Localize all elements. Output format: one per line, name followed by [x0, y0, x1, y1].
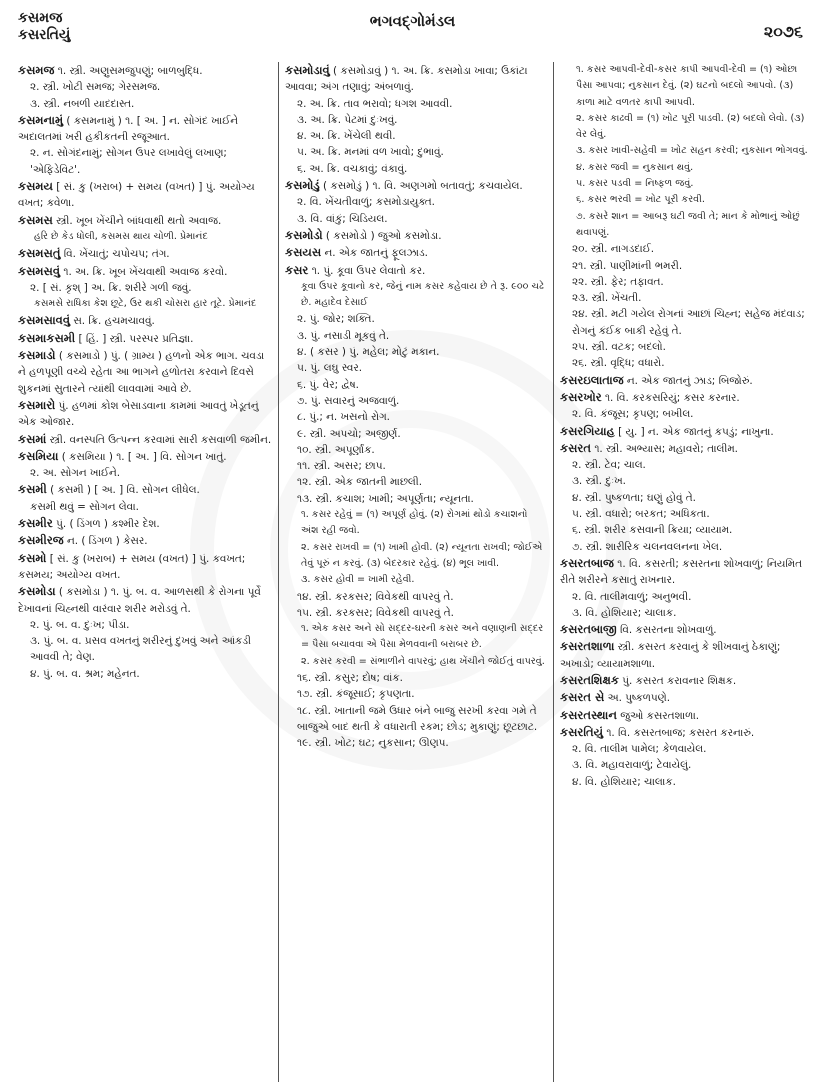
entry-text: ૫. કસર પડવી = નિષ્ફળ જવું. [576, 178, 694, 190]
entry-text: ૫. અ. ક્રિ. મનમાં વળ ખાવો; દુભાવું. [297, 146, 444, 159]
entry-text: ૬. પું. વેર; દ્વેષ. [297, 378, 359, 391]
entry-text: ૮. પું.; ન. ખસનો રોગ. [297, 411, 390, 424]
entry-text: ૪. કસર જવી = નુકસાન થવું. [576, 161, 694, 173]
entry-text: ૭. સ્ત્રી. શારીરિક ચલનવલનના ખેલ. [572, 540, 723, 553]
entry-sense [18, 229, 272, 245]
entry-sense [560, 290, 815, 306]
entry-sense [285, 474, 547, 490]
entry-sense [560, 457, 815, 473]
entry-text: ૬. અ. ક્રિ. વચકાવું; વંકાવું. [297, 162, 408, 175]
headword: કસમી [18, 482, 47, 497]
entry-sense [560, 506, 815, 522]
entry-text: ૪. પું. બ. વ. શ્રમ; મહેનત. [30, 667, 140, 680]
entry-text: ૯. સ્ત્રી. અપચો; અજીર્ણ. [297, 427, 401, 440]
headword: કસરખોર [560, 389, 602, 404]
entry-text: ( કસમોડું ) ૧. વિ. અણગમો બતાવતું; કચવાયેલ. [319, 180, 523, 193]
dictionary-entry [560, 724, 815, 741]
dictionary-entry [560, 440, 815, 457]
headword: કસમાકસમી [18, 330, 76, 345]
headword: કસમસવું [18, 263, 61, 278]
entry-sense [18, 465, 272, 481]
entry-text: ૨. કસર રાખવી = (૧) ખામી હોવી. (૨) ન્યૂનતા રાખવી; જોઈએ તેવું પૂરું ન કરવું. (૩) બેદરકાર રહેવું. (૪) ભૂલ ખાવી. [301, 541, 543, 569]
entry-sense [18, 145, 272, 178]
entry-sense [285, 96, 547, 112]
entry-sense [560, 176, 815, 192]
headword: કસમસ [18, 212, 53, 227]
headword: કસરતશિક્ષક [560, 672, 619, 687]
entry-text: ૭. કસરે શાન = આબરૂ ઘટી જવી તે; માન કે મોભાનું ઓછું થવાપણું. [576, 210, 800, 238]
entry-text: ૪. સ્ત્રી. પુષ્કળતા; ઘણું હોવું તે. [572, 491, 696, 504]
entry-sense [285, 161, 547, 177]
dictionary-entry [18, 515, 272, 532]
entry-text: ૧૮. સ્ત્રી. ખાતાની જમે ઉધાર બંને બાજુ સરખી કરવા ગમે તે બાજુએ બાદ થતી કે વધારાતી રકમ; છોડ; મુકાણું; છૂટછાટ. [297, 704, 538, 733]
entry-text: ૧૪. સ્ત્રી. કરકસર; વિવેકથી વાપરવું તે. [297, 590, 454, 603]
entry-text: ૨૪. સ્ત્રી. મટી ગયેલ રોગનાં આછાં ચિહ્ન; સહેજ મંદવાડ; રોગનું કંઈક બાકી રહેવું તે. [572, 308, 805, 337]
headword: કસરઇલાતાજ [560, 372, 624, 387]
entry-text: સ્ત્રી. ખૂબ ખેંચીને બાંધવાથી થતો અવાજ. [52, 214, 222, 227]
entry-text: ૪. અ. ક્રિ. ખેંચેલી થવી. [297, 130, 396, 143]
entry-text: ૧. અ. ક્રિ. ખૂબ ખેંચવાથી અવાજ કરવો. [60, 265, 228, 278]
dictionary-entry [560, 423, 815, 440]
headword: કસયસ [285, 245, 322, 260]
entry-sense [560, 757, 815, 773]
dictionary-entry [560, 621, 815, 638]
entry-sense [285, 279, 547, 312]
entry-text: ૧. વિ. કસરતી; કસરતના શોખવાળું; નિયમિત રીતે શરીરને કસાતું રાખનાર. [560, 557, 803, 587]
entry-sense [560, 522, 815, 538]
dictionary-entry [18, 263, 272, 280]
entry-text: ૨૫. સ્ત્રી. વટક; બદલો. [572, 341, 666, 354]
entry-sense [560, 62, 815, 111]
entry-sense [285, 344, 547, 360]
entry-sense [18, 79, 272, 95]
entry-text: ૨. સ્ત્રી. ખોટી સમજ; ગેરસમજ. [30, 81, 161, 94]
entry-text: ૩. કસર હોવી = ખામી રહેવી. [301, 574, 415, 586]
headword: કસર [285, 262, 309, 277]
entry-text: ન. એક જાતનું ફૂલઝાડ. [321, 247, 428, 260]
entry-text: ૩. અ. ક્રિ. પેટમાં દુઃખવું. [297, 113, 398, 126]
entry-text: ૨૬. સ્ત્રી. વૃદ્ધિ; વધારો. [572, 357, 665, 370]
entry-text: ૧૯. સ્ત્રી. ખોટ; ઘટ; નુકસાન; ઊણપ. [297, 737, 449, 750]
entry-text: ૪. વિ. હોશિયાર; ચાલાક. [572, 775, 676, 788]
dictionary-entry [285, 62, 547, 96]
entry-text: ન. એક જાતનું ઝાડ; બિજોરું. [623, 374, 753, 387]
entry-text: સ્ત્રી. કસરત કરવાનું કે શીખવાનું ઠેકાણું; અખાડો; વ્યાયામશાળા. [560, 641, 781, 670]
dictionary-entry [18, 431, 272, 448]
entry-text: સ્ત્રી. વનસ્પતિ ઉત્પન્ન કરવામાં સારી કસવાળી જમીન. [46, 433, 272, 446]
dictionary-entry [285, 244, 547, 261]
entry-sense [560, 209, 815, 242]
guide-word-bottom: કસરતિયું [18, 27, 71, 43]
entry-sense [285, 654, 547, 670]
entry-text: ૨૧. સ્ત્રી. પાણીમાંની ભમરી. [572, 259, 683, 272]
entry-text: વિ. કસરતના શોખવાળું. [616, 624, 717, 637]
entry-sense [560, 339, 815, 355]
entry-sense [18, 296, 272, 312]
entry-sense [560, 241, 815, 257]
entry-sense [18, 499, 272, 515]
dictionary-entry [285, 262, 547, 279]
headword: કસમજ [18, 63, 55, 77]
entry-sense [285, 572, 547, 588]
dictionary-entry [285, 227, 547, 244]
entry-sense [560, 539, 815, 555]
headword: કસરગિયાહ [560, 423, 615, 438]
entry-sense [285, 442, 547, 458]
column-divider-2 [553, 62, 554, 1082]
column-3 [560, 62, 815, 790]
entry-sense [285, 393, 547, 409]
headword: કસમસાવવું [18, 313, 71, 328]
entry-sense [560, 406, 815, 422]
dictionary-entry [560, 389, 815, 406]
headword: કસરતશાળા [560, 639, 615, 654]
entry-text: ( કસમોડો ) જુઓ કસમોડા. [322, 229, 442, 242]
entry-sense [18, 633, 272, 666]
dictionary-entry [18, 62, 272, 79]
entry-text: ૫. સ્ત્રી. વધારો; બરકત; અધિકતા. [572, 508, 710, 521]
entry-text: ( કસમાડો ) પું. ( ગ્રામ્ય ) હળનો એક ભાગ. ચવડા ને હળપૂણી વચ્ચે રહેતા આ ભાગને હળોતરા કરવાને દિવસે શુકનમાં સુતારને ત્યાંથી લાવવામાં આવે છે. [18, 350, 265, 395]
entry-text: ૨. [ સં. કૃશ્ ] અ. ક્રિ. શરીરે ગળી જવું. [30, 281, 192, 294]
entry-text: ૧. સ્ત્રી. અણુસમજુપણું; બાળબુદ્ધિ. [54, 65, 203, 77]
entry-text: [ યુ. ] ન. એક જાતનું કપડું; નાખુના. [614, 425, 774, 438]
entry-text: સ. ક્રિ. હચમચાવવું. [70, 315, 155, 328]
dictionary-entry [560, 707, 815, 724]
entry-text: ૨. વિ. તાલીમ પામેલ; કેળવાયેલ. [572, 743, 707, 756]
entry-text: [ સં. કુ (ખરાબ) + સમય (વખત) ] પું. અયોગ્ય વખત; કવેળા. [18, 181, 255, 210]
dictionary-entry [560, 555, 815, 589]
entry-sense [560, 774, 815, 790]
entry-text: પું. ( ડિંગળ ) કશ્મીર દેશ. [52, 518, 160, 531]
entry-text: ૧. કસર આપવી-દેવી-કસર કાપી આપવી-દેવી = (૧) ઓછા પૈસા આપવા; નુકસાન દેવું. (૨) ઘટનો બદલો આપવો. (૩) કાળા માટે વળતર કાપી આપવી. [576, 64, 798, 108]
entry-sense [285, 458, 547, 474]
entry-text: કસમસે રાધિકા કેશ છૂટે, ઉર થકી ચોસરા હાર તૂટે. પ્રેમાનંદ [34, 298, 257, 310]
entry-sense [18, 280, 272, 296]
headword: કસમારો [18, 397, 56, 412]
entry-text: ૧૦. સ્ત્રી. અપૂર્ણાંક. [297, 443, 375, 456]
headword: કસરતબાજ [560, 555, 614, 570]
dictionary-entry [285, 177, 547, 194]
dictionary-entry [18, 583, 272, 617]
entry-sense [18, 666, 272, 682]
dictionary-entry [18, 550, 272, 584]
entry-text: ૨. વિ. કંજૂસ; કૃપણ; બખીલ. [572, 408, 694, 421]
entry-text: ૩. સ્ત્રી. દુઃખ. [572, 475, 626, 488]
entry-text: ૧. વિ. કરકસરિયું; કસર કરનાર. [601, 391, 740, 404]
entry-sense [285, 621, 547, 654]
entry-sense [285, 311, 547, 327]
entry-text: ( કસમોડા ) ૧. પું. બ. વ. આળસથી કે રોગના પૂર્વે દેખાવનાં ચિહ્નથી વારંવાર શરીર મરોડવું તે. [18, 586, 261, 615]
entry-text: ૧. એક કસર અને સો સદ્દર-ઘરની કસર અને વણાણની સદ્દર = પૈસા બચાવવા એ પૈસા મેળવવાની બરાબર છે. [301, 623, 544, 651]
entry-sense [560, 589, 815, 605]
entry-text: ૩. પું. બ. વ. પ્રસવ વખતનું શરીરનું દુખવું અને આંકડી આવવી તે; વેણ. [30, 635, 251, 664]
page-title: ભગવદ્ગોમંડલ [369, 12, 456, 30]
entry-sense [560, 355, 815, 371]
entry-text: ૩. વિ. વાંકું; ચિડિયલ. [297, 212, 388, 225]
entry-text: ૨. કસર કાઢવી = (૧) ખોટ પૂરી પાડવી. (૨) બદલો લેવો. (૩) વેર લેવું. [576, 112, 805, 141]
entry-text: ૧૬. સ્ત્રી. કસુર; દોષ; વાંક. [297, 671, 403, 684]
dictionary-entry [18, 532, 272, 549]
column-2 [285, 62, 547, 751]
entry-text: ૫. પું. લઘુ સ્વર. [297, 362, 363, 375]
entry-text: ( કસમોડાવું ) ૧. અ. ક્રિ. કસમોડા ખાવા; ઉકાંટા આવવા; અંગ તણાવું; અંબળાવું. [285, 65, 528, 94]
entry-sense [285, 360, 547, 376]
entry-sense [285, 735, 547, 751]
entry-sense [285, 686, 547, 702]
entry-sense [285, 409, 547, 425]
entry-text: ( કસમી ) [ અ. ] વિ. સોગન લીધેલ. [46, 484, 200, 497]
dictionary-entry [18, 212, 272, 229]
dictionary-entry [18, 178, 272, 212]
dictionary-entry [18, 481, 272, 498]
headword: કસરત [560, 440, 592, 455]
entry-text: ૧. વિ. કસરતબાજ; કસરત કરનારું. [603, 726, 755, 739]
entry-text: વિ. ખેંચાતું; ચપોચપ; તંગ. [60, 248, 170, 261]
entry-sense [560, 741, 815, 757]
dictionary-entry [18, 347, 272, 397]
headword: કસમસતું [18, 246, 61, 261]
entry-text: ૨૦. સ્ત્રી. નાગડદાઈ. [572, 243, 655, 256]
headword: કસમય [18, 179, 53, 194]
dictionary-entry [18, 448, 272, 465]
entry-text: ૧. કસર રહેવું = (૧) અપૂર્ણ હોવું. (૨) રોગમાં થોડો કચાશનો અંશ રહી જવો. [301, 509, 528, 537]
entry-text: ૧૧. સ્ત્રી. અસર; છાપ. [297, 460, 386, 473]
entry-sense [560, 160, 815, 176]
headword: કસમોડો [285, 227, 323, 242]
entry-text: ૪. ( કસર ) પું. મહેલ; મોટું મકાન. [297, 346, 440, 359]
entry-text: જુઓ કસરતશાળા. [616, 709, 700, 722]
headword: કસમોડું [285, 178, 320, 193]
entry-sense [285, 703, 547, 736]
dictionary-entry [18, 112, 272, 146]
entry-text: ૨. અ. ક્રિ. તાવ ભરાવો; ધગશ આવવી. [297, 97, 453, 110]
headword: કસમો [18, 550, 47, 565]
entry-text: ૨. પું. જોર; શક્તિ. [297, 313, 375, 326]
entry-sense [285, 426, 547, 442]
entry-text: ૨. સ્ત્રી. ટેવ; ચાલ. [572, 459, 646, 472]
entry-sense [285, 540, 547, 573]
entry-sense [285, 491, 547, 507]
headword: કસમાડો [18, 348, 56, 363]
entry-sense [560, 192, 815, 208]
entry-text: ૩. પું. નસાડી મૂકવું તે. [297, 329, 390, 342]
entry-text: ૨. વિ. તાલીમવાળું; અનુભવી. [572, 590, 692, 603]
entry-sense [285, 144, 547, 160]
entry-sense [285, 507, 547, 540]
entry-text: ૧. સ્ત્રી. અભ્યાસ; મહાવરો; તાલીમ. [591, 442, 738, 455]
entry-text: ૬. સ્ત્રી. શરીર કસવાની ક્રિયા; વ્યાયામ. [572, 524, 733, 537]
entry-text: ૨૩. સ્ત્રી. ખેંચતી. [572, 292, 642, 305]
headword: કસમાં [18, 431, 47, 446]
dictionary-entry [560, 638, 815, 672]
column-divider-1 [278, 62, 279, 1082]
entry-sense [18, 617, 272, 633]
entry-sense [285, 112, 547, 128]
headword: કસરતિયું [560, 724, 604, 739]
entry-text: ન. ( ડિંગળ ) કેસર. [63, 535, 148, 548]
headword: કસમીર [18, 516, 53, 531]
entry-text: ૧૫. સ્ત્રી. કરકસર; વિવેકથી વાપરવું તે. [297, 606, 454, 619]
entry-text: ૩. સ્ત્રી. નબળી યાદદાસ્ત. [30, 97, 135, 110]
entry-text: ( કસમનામું ) ૧. [ અ. ] ન. સોગંદ ખાઈને અદાલતમાં ખરી હકીકતની રજૂઆત. [18, 114, 238, 144]
entry-text: [ હિં. ] સ્ત્રી. પરસ્પર પ્રતિજ્ઞા. [75, 332, 194, 345]
dictionary-entry [560, 672, 815, 689]
entry-sense [285, 128, 547, 144]
entry-text: હરિ છે કેડ ધોલી, કસમસ થાય ચોળી. પ્રેમાનંદ [34, 230, 208, 242]
entry-text: ૧૭. સ્ત્રી. કંજૂસાઈ; કૃપણતા. [297, 688, 415, 701]
entry-text: કસમી થવું = સોગન લેવા. [30, 500, 139, 513]
entry-text: ૨૨. સ્ત્રી. ફેર; તફાવત. [572, 275, 664, 288]
headword: કસરત સે [560, 690, 605, 705]
entry-sense [18, 96, 272, 112]
entry-text: ૭. પું. સવારનું અજવાળું. [297, 394, 400, 407]
entry-text: ૧. પું. કૂવા ઉપર લેવાતો કર. [308, 264, 426, 277]
headword: કસમનામું [18, 112, 64, 127]
entry-text: ૧૨. સ્ત્રી. એક જાતની માછલી. [297, 476, 422, 489]
headword: કસરતસ્થાન [560, 707, 617, 722]
entry-text: કૂવા ઉપર કૂવાનો કર, જેનું નામ કસર કહેવાય છે તે રૂ. ૯૦૦ ચઢે છે. મહાદેવ દેસાઈ [301, 280, 544, 309]
entry-sense [560, 306, 815, 339]
column-1 [18, 62, 272, 682]
page-number: ૨૦૭૬ [763, 22, 803, 41]
entry-text: ૨. વિ. ખેંચતીવાળું; કસમોડાયુક્ત. [297, 196, 435, 209]
entry-sense [285, 211, 547, 227]
entry-sense [560, 111, 815, 144]
entry-text: ૩. વિ. હોશિયાર; ચાલાક. [572, 606, 677, 619]
headword: કસમોડા [18, 584, 56, 599]
entry-text: અ. પુષ્કળપણે. [604, 692, 671, 705]
dictionary-entry [560, 689, 815, 706]
entry-text: પું. હળમાં કોશ બેસાડવાના કામમાં આવતું ખેડૂતનું એક ઓજાર. [18, 399, 259, 429]
entry-sense [560, 473, 815, 489]
headword: કસરતબાજી [560, 622, 617, 637]
entry-sense [285, 670, 547, 686]
headword: કસમોડાવું [285, 63, 330, 77]
entry-text: ૧૩. સ્ત્રી. કચાશ; ખામી; અપૂર્ણતા; ન્યૂનતા. [297, 492, 474, 505]
entry-sense [285, 328, 547, 344]
entry-text: ૬. કસર ભરવી = ખોટ પૂરી કરવી. [576, 194, 705, 206]
headword: કસમીરજ [18, 533, 64, 548]
entry-text: ૨. પું. બ. વ. દુઃખ; પીડા. [30, 618, 130, 631]
entry-sense [285, 377, 547, 393]
entry-text: ૨. અ. સોગન ખાઈને. [30, 467, 121, 480]
entry-text: [ સં. કુ (ખરાબ) + સમય (વખત) ] પું. કવખત; કસમય; અયોગ્ય વખત. [18, 552, 246, 581]
entry-sense [560, 258, 815, 274]
entry-text: ૩. કસર ખાવી-સહેવી = ખોટ સહન કરવી; નુકસાન ભોગવવું. [576, 145, 808, 157]
entry-sense [560, 605, 815, 621]
dictionary-entry [18, 312, 272, 329]
dictionary-entry [18, 245, 272, 262]
entry-text: ૨. કસર કરવી = સંભાળીને વાપરવું; હાથ ખેંચીને જોઈતું વાપરવું. [301, 655, 545, 667]
entry-text: ૨. ન. સોગંદનામું; સોગન ઉપર લખાવેલું લખાણ; 'એફિડેવિટ'. [30, 147, 227, 176]
dictionary-entry [560, 372, 815, 389]
entry-sense [285, 589, 547, 605]
dictionary-entry [18, 397, 272, 431]
dictionary-entry [18, 330, 272, 347]
entry-sense [285, 194, 547, 210]
entry-sense [560, 490, 815, 506]
entry-text: પું. કસરત કરાવનાર શિક્ષક. [618, 674, 737, 687]
entry-text: ( કસમિયા ) ૧. [ અ. ] વિ. સોગન ખાતું. [58, 450, 227, 463]
guide-word-top: કસમજ [18, 10, 63, 26]
entry-sense [560, 143, 815, 159]
entry-sense [560, 274, 815, 290]
headword: કસમિયા [18, 448, 59, 463]
entry-text: ૩. વિ. મહાવરાવાળું; ટેવાયેલું. [572, 759, 692, 772]
entry-sense [285, 605, 547, 621]
